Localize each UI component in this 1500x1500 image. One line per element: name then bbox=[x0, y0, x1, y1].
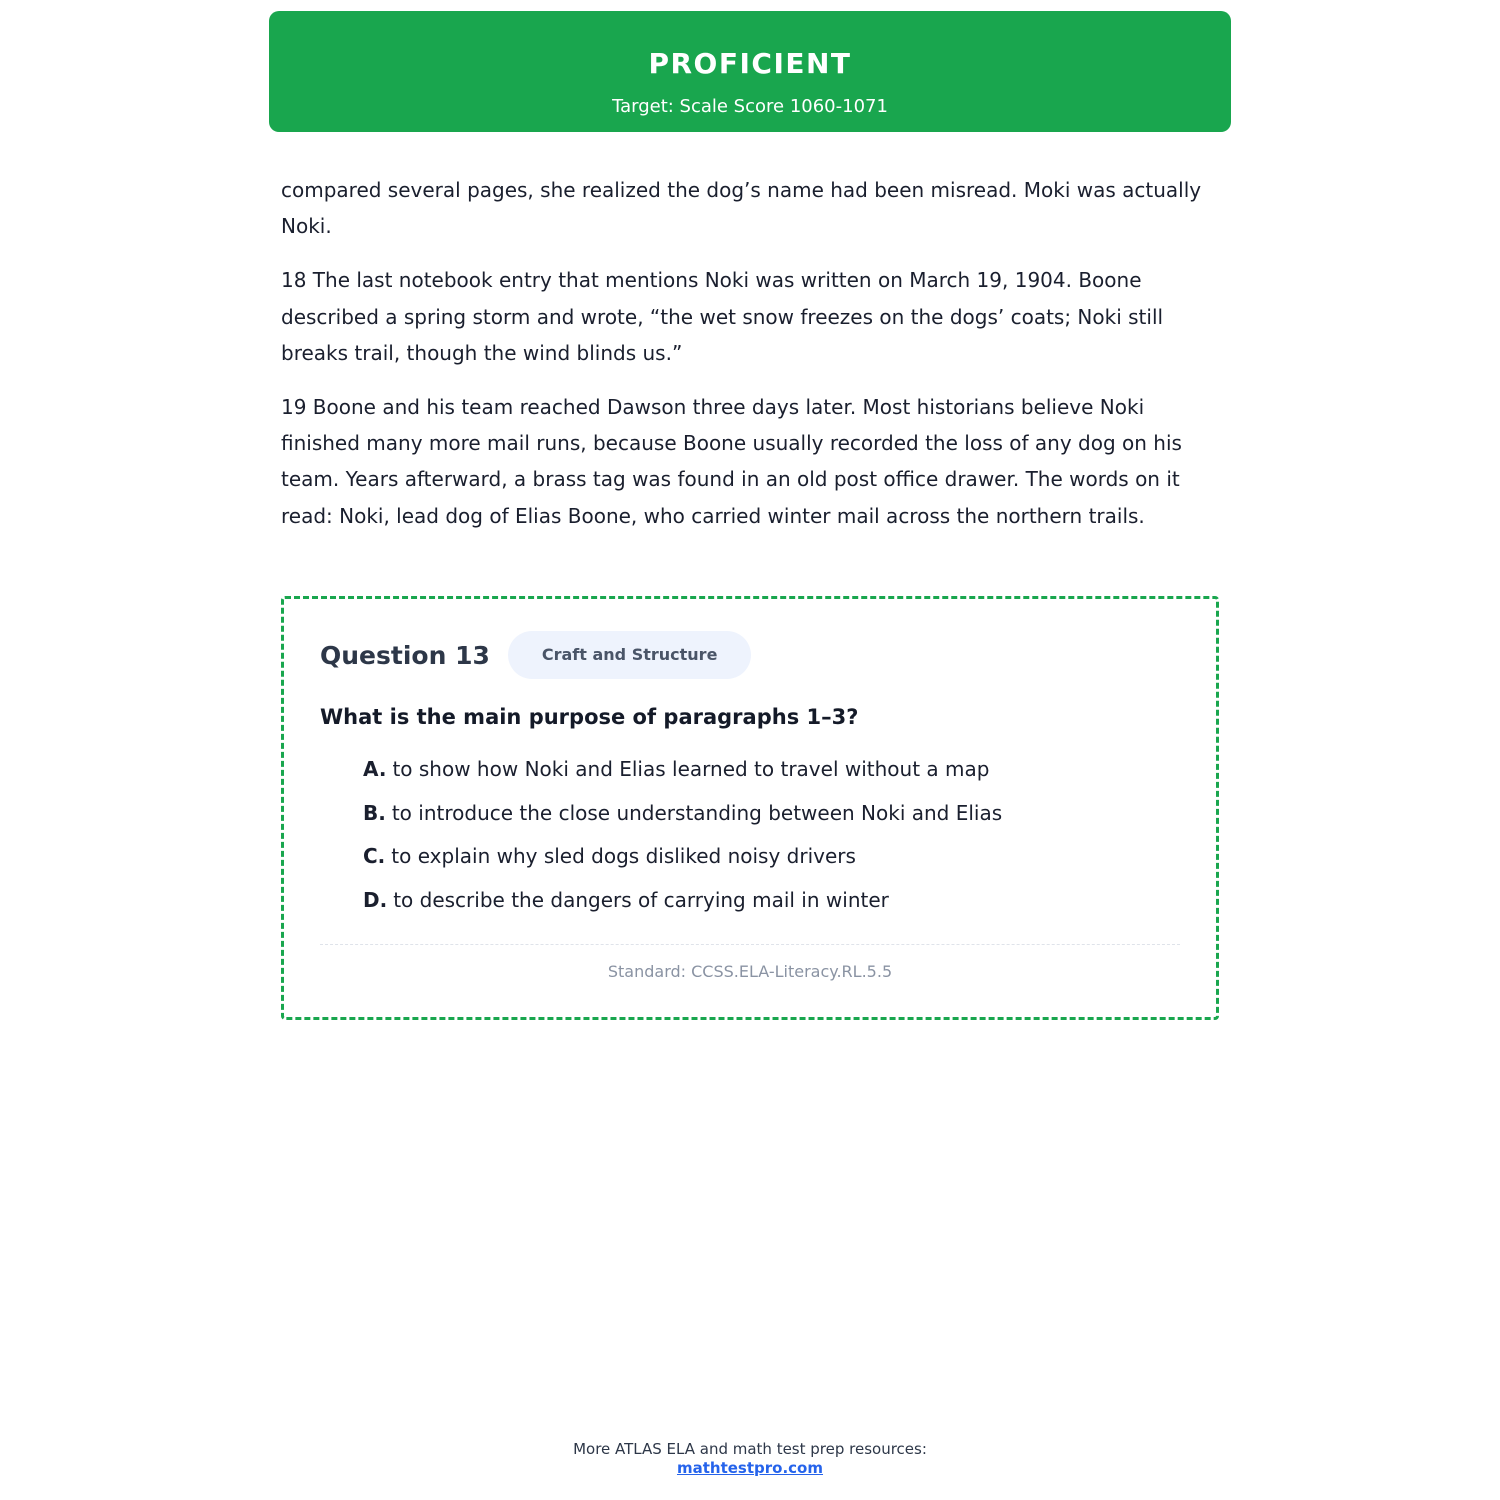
option-letter: C. bbox=[363, 844, 386, 869]
answer-option-a[interactable] bbox=[363, 755, 1002, 783]
passage-paragraph: compared several pages, she realized the dog’s name had been misread. Moki was actually Noki. bbox=[281, 178, 1202, 239]
question-header bbox=[320, 631, 751, 679]
question-prompt: What is the main purpose of paragraphs 1–3? bbox=[320, 705, 859, 729]
level-title: PROFICIENT bbox=[648, 47, 852, 80]
footer bbox=[0, 1440, 1500, 1478]
answer-option-b[interactable] bbox=[363, 799, 1002, 827]
passage-paragraph: 19 Boone and his team reached Dawson three days later. Most historians believe Noki finished many more mail runs, because Boone usually recorded the loss of any dog on his team. Years afterward, a brass tag was found in an old post office drawer. The words on it read: Noki, lead dog of Elias Boone, who carried winter mail across the northern trails. bbox=[281, 395, 1182, 528]
answer-option-c[interactable] bbox=[363, 842, 1002, 870]
option-letter: A. bbox=[363, 757, 387, 781]
answer-option-d[interactable] bbox=[363, 886, 1002, 914]
category-badge: Craft and Structure bbox=[508, 631, 752, 679]
question-card bbox=[281, 596, 1219, 1020]
option-text: to show how Noki and Elias learned to travel without a map bbox=[392, 757, 990, 781]
option-letter: B. bbox=[363, 800, 386, 825]
level-banner bbox=[269, 11, 1231, 132]
card-divider bbox=[320, 944, 1180, 945]
option-text: to introduce the close understanding between Noki and Elias bbox=[391, 800, 1003, 825]
resources-link[interactable]: mathtestpro.com bbox=[676, 1459, 823, 1477]
target-score: Target: Scale Score 1060-1071 bbox=[612, 96, 888, 117]
option-text: to explain why sled dogs disliked noisy drivers bbox=[391, 844, 856, 869]
question-number: Question 13 bbox=[320, 640, 490, 670]
standard-label: Standard: CCSS.ELA-Literacy.RL.5.5 bbox=[607, 962, 893, 981]
passage-paragraph: 18 The last notebook entry that mentions Noki was written on March 19, 1904. Boone described a spring storm and wrote, “the wet snow freezes on the dogs’ coats; Noki still breaks trail, though the wind blinds us.” bbox=[281, 268, 1164, 365]
option-text: to describe the dangers of carrying mail in winter bbox=[393, 888, 889, 913]
reading-passage bbox=[281, 172, 1221, 552]
option-letter: D. bbox=[363, 888, 388, 913]
answer-options bbox=[363, 755, 1002, 930]
footer-text: More ATLAS ELA and math test prep resources: bbox=[573, 1440, 927, 1458]
